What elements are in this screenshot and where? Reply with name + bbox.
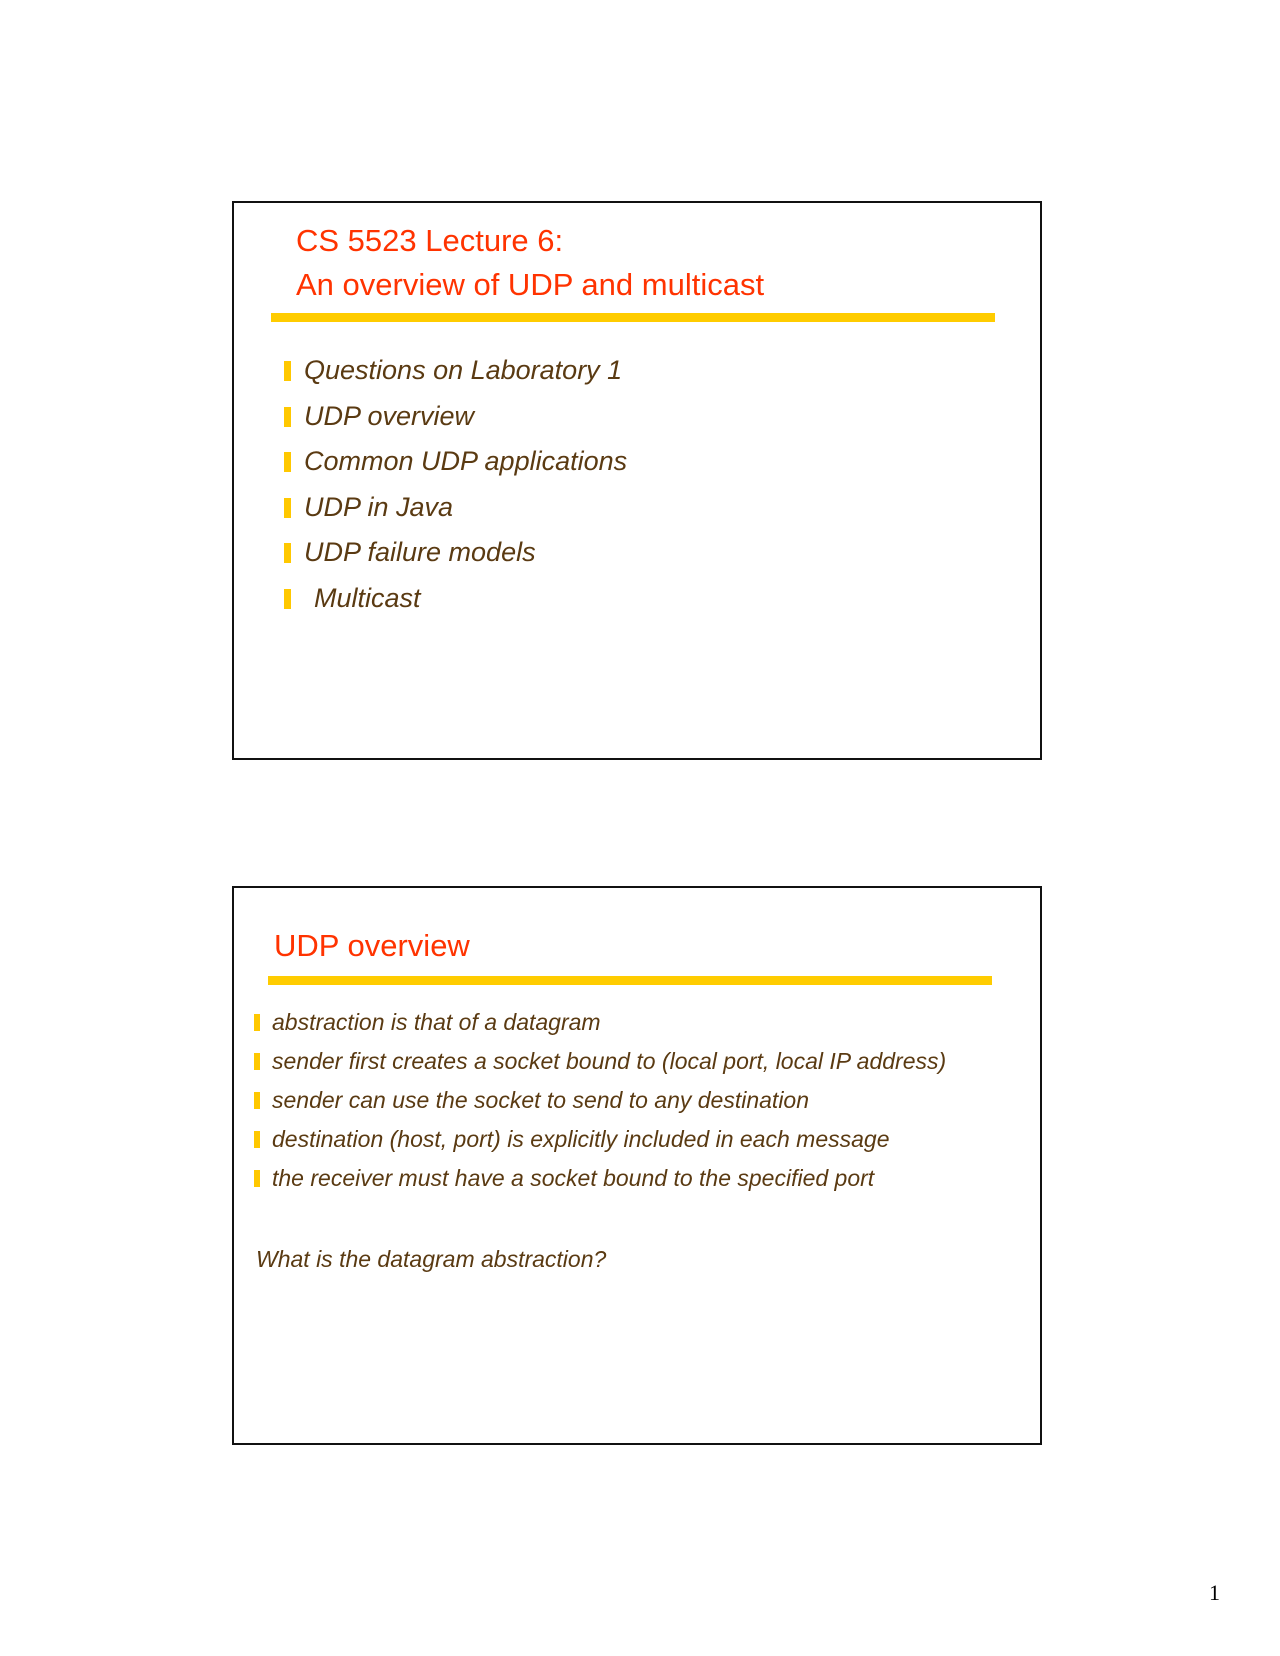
bullet-marker-icon (284, 361, 291, 381)
slide-2-title: UDP overview (274, 928, 470, 963)
slide-1-title-line-1: CS 5523 Lecture 6: (296, 223, 564, 258)
bullet-text: Questions on Laboratory 1 (304, 355, 623, 385)
slide-2-bullet-list (254, 1005, 946, 1200)
bullet-item (284, 488, 627, 534)
slide-1 (232, 201, 1042, 760)
slide-2 (232, 886, 1042, 1445)
bullet-item (284, 533, 627, 579)
slide-1-title-rule (271, 313, 995, 322)
bullet-text: Multicast (314, 582, 421, 613)
bullet-item (284, 397, 627, 443)
bullet-marker-icon (284, 407, 291, 427)
slide-1-bullet-list (284, 351, 627, 625)
bullet-text: sender first creates a socket bound to (local port, local IP address) (272, 1048, 947, 1074)
bullet-item (284, 442, 627, 488)
bullet-text: UDP failure models (304, 537, 536, 568)
bullet-marker-icon (254, 1131, 260, 1148)
bullet-marker-icon (284, 589, 291, 609)
bullet-text: sender can use the socket to send to any destination (272, 1087, 810, 1113)
slide-1-title (296, 219, 764, 307)
bullet-item (254, 1083, 946, 1122)
bullet-text: destination (host, port) is explicitly included in each message (272, 1126, 890, 1152)
bullet-marker-icon (284, 543, 291, 563)
bullet-marker-icon (254, 1053, 260, 1070)
bullet-text: UDP in Java (304, 491, 454, 522)
bullet-marker-icon (284, 452, 291, 472)
bullet-item (284, 579, 627, 625)
bullet-marker-icon (254, 1092, 260, 1109)
slide-1-title-line-2: An overview of UDP and multicast (296, 267, 765, 302)
bullet-item (254, 1122, 946, 1161)
bullet-item (254, 1161, 946, 1200)
bullet-text: UDP overview (304, 400, 475, 431)
bullet-text: the receiver must have a socket bound to the specified port (272, 1165, 875, 1191)
page-number: 1 (1209, 1580, 1220, 1605)
slide-2-title-rule (268, 976, 992, 985)
bullet-marker-icon (254, 1014, 260, 1031)
bullet-item (254, 1044, 946, 1083)
bullet-marker-icon (284, 498, 291, 518)
bullet-marker-icon (254, 1170, 260, 1187)
bullet-text: abstraction is that of a datagram (272, 1009, 601, 1035)
bullet-item (254, 1005, 946, 1044)
bullet-item (284, 351, 627, 397)
bullet-text: Common UDP applications (304, 446, 628, 477)
slide-2-question: What is the datagram abstraction? (256, 1246, 607, 1272)
